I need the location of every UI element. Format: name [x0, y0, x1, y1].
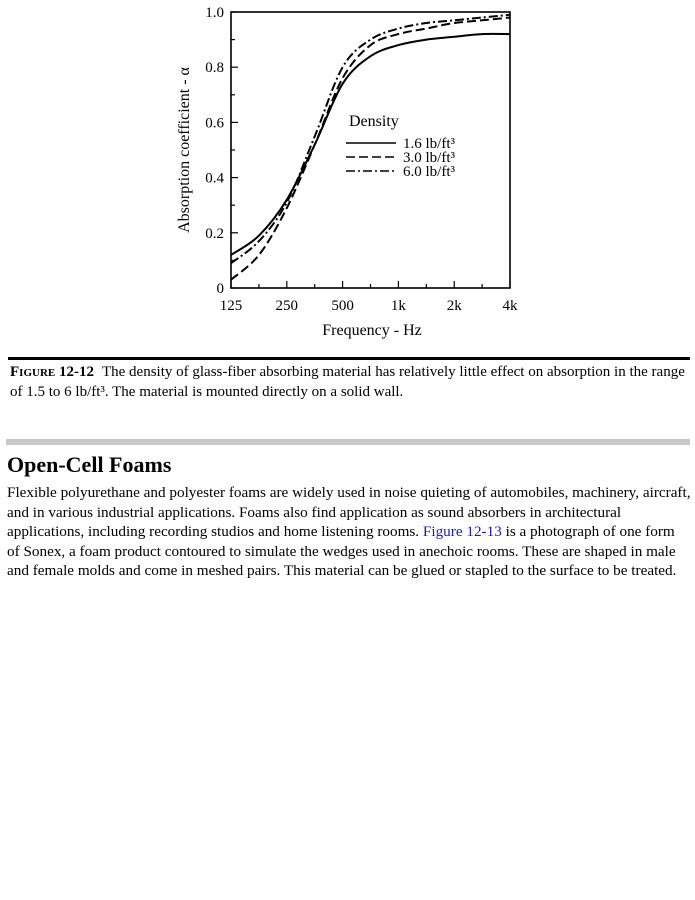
series-line-1 [231, 34, 510, 255]
caption-text: The density of glass-fiber absorbing material has relatively little effect on absorption in the range of 1.5 to 6 lb/ft³. The material is mounted directly on a solid wall. [10, 364, 685, 400]
paragraph-text-end: is a photograph of one form of Sonex, a foam product contoured to simulate the wedges used in anechoic rooms. These are shaped in male and female molds and come in meshed pairs. This material can be glued or stapled to the surface to be treated. [7, 523, 677, 580]
caption-rule [8, 357, 690, 360]
y-tick-labels [205, 5, 224, 297]
series-line-3 [231, 15, 510, 263]
legend-title: Density [349, 113, 399, 130]
figure-label: Figure 12-12 [10, 364, 94, 380]
x-tick-label: 4k [502, 298, 518, 314]
legend-label: 6.0 lb/ft³ [403, 164, 455, 180]
plot-frame [231, 12, 510, 288]
x-axis-title: Frequency - Hz [322, 322, 422, 339]
y-tick-label: 1.0 [205, 5, 224, 21]
y-tick-label: 0 [216, 281, 224, 297]
y-tick-label: 0.4 [205, 170, 224, 187]
y-tick-label: 0.8 [205, 60, 224, 77]
x-tick-labels [220, 298, 518, 314]
paragraph-text-start: Flexible polyurethane and polyester foams are widely used in noise quieting of automobiles, machinery, aircraft, and in various industrial applications. Foams also find application as sound absorbers in architectural applications, including recording studios and home listening rooms. [7, 484, 691, 541]
absorption-chart [0, 0, 695, 350]
x-tick-label: 125 [219, 298, 243, 314]
series-lines [231, 15, 510, 280]
chart-legend [346, 113, 455, 180]
legend-label: 1.6 lb/ft³ [403, 136, 455, 152]
figure-12-13-link[interactable]: Figure 12-13 [422, 523, 502, 541]
section-divider [6, 439, 690, 445]
x-tick-label: 1k [390, 298, 406, 314]
y-tick-label: 0.6 [205, 115, 224, 132]
section-heading: Open-Cell Foams [7, 452, 172, 477]
body-paragraph [7, 483, 691, 581]
x-tick-label: 250 [275, 298, 299, 314]
x-tick-label: 2k [446, 298, 462, 314]
y-axis-title: Absorption coefficient - α [176, 67, 193, 233]
axis-ticks [231, 12, 510, 288]
x-tick-label: 500 [331, 298, 354, 314]
y-tick-label: 0.2 [205, 225, 224, 242]
legend-label: 3.0 lb/ft³ [403, 150, 455, 166]
figure-caption [10, 362, 692, 402]
